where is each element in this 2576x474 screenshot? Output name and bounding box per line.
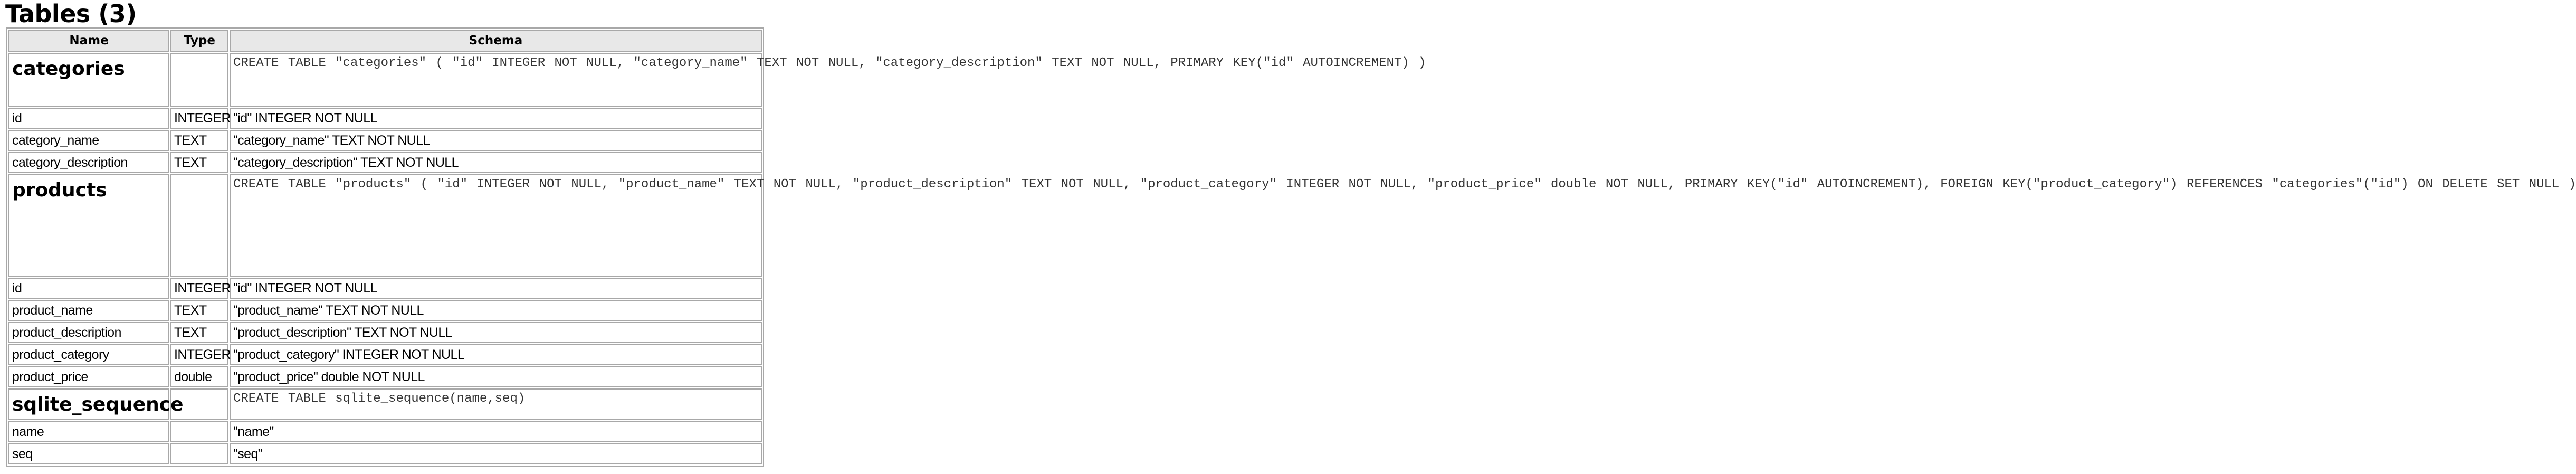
- column-row: [8, 108, 762, 129]
- column-schema: "product_price" double NOT NULL: [230, 366, 762, 387]
- column-type: TEXT: [170, 152, 228, 173]
- column-schema: "name": [230, 421, 762, 442]
- table-type: [170, 174, 228, 277]
- column-schema: "id" INTEGER NOT NULL: [230, 108, 762, 129]
- column-type: double: [170, 366, 228, 387]
- table-row-products: [8, 174, 762, 277]
- column-type: INTEGER: [170, 344, 228, 365]
- column-type: TEXT: [170, 130, 228, 151]
- header-type: Type: [170, 30, 228, 52]
- column-row: [8, 443, 762, 464]
- table-create-sql: CREATE TABLE sqlite_sequence(name,seq): [230, 388, 762, 420]
- column-row: [8, 130, 762, 151]
- column-name: category_description: [8, 152, 169, 173]
- column-type: INTEGER: [170, 108, 228, 129]
- column-type: TEXT: [170, 300, 228, 321]
- column-row: [8, 421, 762, 442]
- column-row: [8, 300, 762, 321]
- column-schema: "product_name" TEXT NOT NULL: [230, 300, 762, 321]
- table-row-sqlite-sequence: [8, 388, 762, 420]
- column-row: [8, 322, 762, 343]
- table-create-sql: CREATE TABLE "products" ( "id" INTEGER NOT NULL, "product_name" TEXT NOT NULL, "product_description" TEXT NOT NULL, "product_category" INTEGER NOT NULL, "product_price" double NOT NULL, PRIMARY KEY("id" AUTOINCREMENT), FOREIGN KEY("product_category") REFERENCES "categories"("id") ON DELETE SET NULL ): [230, 174, 762, 277]
- column-type: [170, 421, 228, 442]
- page-title: Tables (3): [5, 0, 137, 28]
- column-type: [170, 443, 228, 464]
- header-name: Name: [8, 30, 169, 52]
- column-schema: "id" INTEGER NOT NULL: [230, 278, 762, 299]
- column-name: product_category: [8, 344, 169, 365]
- table-name: sqlite_sequence: [8, 388, 169, 420]
- column-name: product_name: [8, 300, 169, 321]
- column-schema: "seq": [230, 443, 762, 464]
- table-type: [170, 53, 228, 107]
- column-row: [8, 152, 762, 173]
- table-row-categories: [8, 53, 762, 107]
- column-name: category_name: [8, 130, 169, 151]
- column-schema: "category_description" TEXT NOT NULL: [230, 152, 762, 173]
- table-create-sql: CREATE TABLE "categories" ( "id" INTEGER NOT NULL, "category_name" TEXT NOT NULL, "category_description" TEXT NOT NULL, PRIMARY KEY("id" AUTOINCREMENT) ): [230, 53, 762, 107]
- column-row: [8, 278, 762, 299]
- column-row: [8, 344, 762, 365]
- column-row: [8, 366, 762, 387]
- column-name: name: [8, 421, 169, 442]
- header-schema: Schema: [230, 30, 762, 52]
- column-name: product_description: [8, 322, 169, 343]
- column-name: seq: [8, 443, 169, 464]
- column-schema: "product_description" TEXT NOT NULL: [230, 322, 762, 343]
- column-type: INTEGER: [170, 278, 228, 299]
- tables-schema-table: [6, 27, 2576, 467]
- column-type: TEXT: [170, 322, 228, 343]
- column-name: id: [8, 278, 169, 299]
- column-name: product_price: [8, 366, 169, 387]
- table-name: products: [8, 174, 169, 277]
- column-schema: "category_name" TEXT NOT NULL: [230, 130, 762, 151]
- column-name: id: [8, 108, 169, 129]
- table-name: categories: [8, 53, 169, 107]
- column-schema: "product_category" INTEGER NOT NULL: [230, 344, 762, 365]
- table-header-row: [8, 30, 762, 52]
